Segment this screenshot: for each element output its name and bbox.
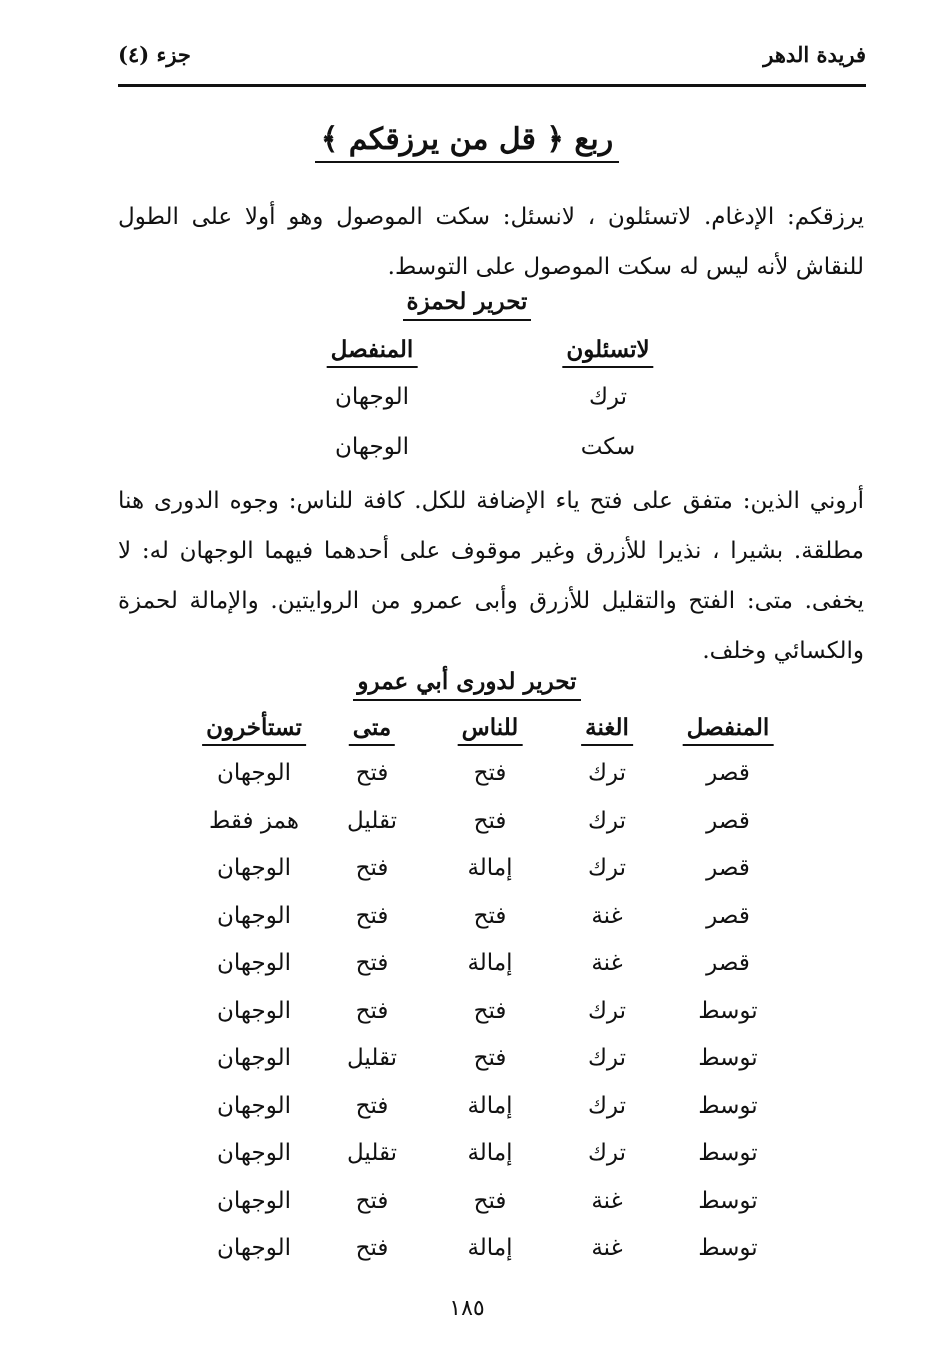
table2-cell: ترك	[587, 1092, 627, 1119]
table2-cell: فتح	[355, 902, 389, 929]
table2-cell: غنة	[591, 1235, 623, 1261]
paragraph-2: أروني الذين: متفق على فتح ياء الإضافة للكل. كافة للناس: وجوه الدورى هنا مطلقة. بشيرا ، نذيرا للأزرق وغير موقوف على أحدهما فيهما الوجهان له: لا يخفى. متى: الفتح والتقليل للأزرق وأبى عمرو من الروايتين. والإمالة لحمزة والكسائي وخلف.	[118, 488, 864, 664]
table1-cell: سكت	[580, 434, 636, 460]
table2-cell: فتح	[473, 997, 507, 1024]
table2-col-header: للناس	[458, 714, 523, 746]
table2-cell: الوجهان	[217, 1092, 291, 1119]
table2-cell: إمالة	[467, 1140, 513, 1166]
table2-cell: قصر	[706, 760, 750, 786]
table2-cell: توسط	[698, 1045, 758, 1071]
table2-cell: إمالة	[467, 855, 513, 881]
table2-cell: فتح	[473, 807, 507, 834]
table2-cell: ترك	[587, 1045, 627, 1071]
table2-col-header: متى	[349, 714, 395, 746]
table2-cell: فتح	[355, 855, 389, 881]
table2-cell: توسط	[698, 1235, 758, 1261]
table2-col-header: تستأخرون	[202, 714, 306, 746]
table2-cell: تقليل	[346, 1140, 398, 1166]
table2-cell: فتح	[355, 1235, 389, 1261]
table2-cell: الوجهان	[217, 855, 291, 881]
table2-cell: فتح	[355, 760, 389, 786]
table2-cell: تقليل	[346, 1045, 398, 1071]
table2-cell: فتح	[473, 902, 507, 929]
paragraph-1: يرزقكم: الإدغام. لاتسئلون ، لانسئل: سكت الموصول وهو أولا على الطول للنقاش لأنه ليس له سكت الموصول على التوسط.	[118, 204, 864, 280]
table2-cell: غنة	[591, 950, 623, 976]
table2-cell: إمالة	[467, 950, 513, 976]
table2-col-header: الغنة	[581, 714, 633, 746]
table2-cell: قصر	[706, 902, 750, 929]
table2-cell: فتح	[473, 760, 507, 786]
table2-cell: ترك	[587, 1140, 627, 1166]
table2-cell: الوجهان	[217, 1140, 291, 1166]
table2-cell: توسط	[698, 1092, 758, 1119]
table2-cell: قصر	[706, 807, 750, 834]
table2-cell: الوجهان	[217, 950, 291, 976]
table2-cell: الوجهان	[217, 1187, 291, 1214]
page-number: ١٨٥	[449, 1296, 485, 1321]
table2-cell: إمالة	[467, 1235, 513, 1261]
table1-cell: الوجهان	[335, 434, 409, 460]
section-title: ربع ﴿ قل من يرزقكم ﴾	[315, 122, 619, 163]
table2-cell: همز فقط	[209, 807, 299, 834]
table2-cell: ترك	[587, 760, 627, 786]
book-title: فريدة الدهر	[763, 42, 866, 67]
table2-cell: فتح	[355, 997, 389, 1024]
page-header	[118, 42, 866, 82]
table2-cell: إمالة	[467, 1092, 513, 1119]
header-rule	[118, 84, 866, 87]
table2-cell: الوجهان	[217, 1235, 291, 1261]
table2-cell: قصر	[706, 950, 750, 976]
table2-cell: تقليل	[346, 807, 398, 834]
table1-title: تحرير لحمزة	[403, 288, 532, 321]
table2-cell: توسط	[698, 1187, 758, 1214]
table2-cell: الوجهان	[217, 997, 291, 1024]
table2-cell: فتح	[355, 1187, 389, 1214]
table1-title-wrap	[0, 288, 934, 321]
table2-title-wrap	[0, 668, 934, 701]
table2-cell: غنة	[591, 1187, 623, 1214]
table2-cell: ترك	[587, 997, 627, 1024]
table1-col-header: لاتسئلون	[562, 336, 653, 368]
table2-cell: قصر	[706, 855, 750, 881]
table2-cell: الوجهان	[217, 1045, 291, 1071]
table2-cell: الوجهان	[217, 760, 291, 786]
table2-cell: الوجهان	[217, 902, 291, 929]
table2-cell: ترك	[587, 807, 627, 834]
table2-cell: فتح	[355, 950, 389, 976]
table1-cell: الوجهان	[335, 384, 409, 410]
table2-cell: فتح	[473, 1187, 507, 1214]
part-label: جزء (٤)	[118, 42, 191, 67]
table2-cell: توسط	[698, 997, 758, 1024]
table2-cell: توسط	[698, 1140, 758, 1166]
section-title-wrap	[0, 122, 934, 163]
table2-cell: فتح	[473, 1045, 507, 1071]
table2-cell: فتح	[355, 1092, 389, 1119]
table1-cell: ترك	[588, 384, 628, 410]
table1-col-header: المنفصل	[327, 336, 418, 368]
table2-cell: غنة	[591, 902, 623, 929]
table2-col-header: المنفصل	[683, 714, 774, 746]
table2-cell: ترك	[587, 855, 627, 881]
table2-title: تحرير لدورى أبي عمرو	[353, 668, 580, 701]
